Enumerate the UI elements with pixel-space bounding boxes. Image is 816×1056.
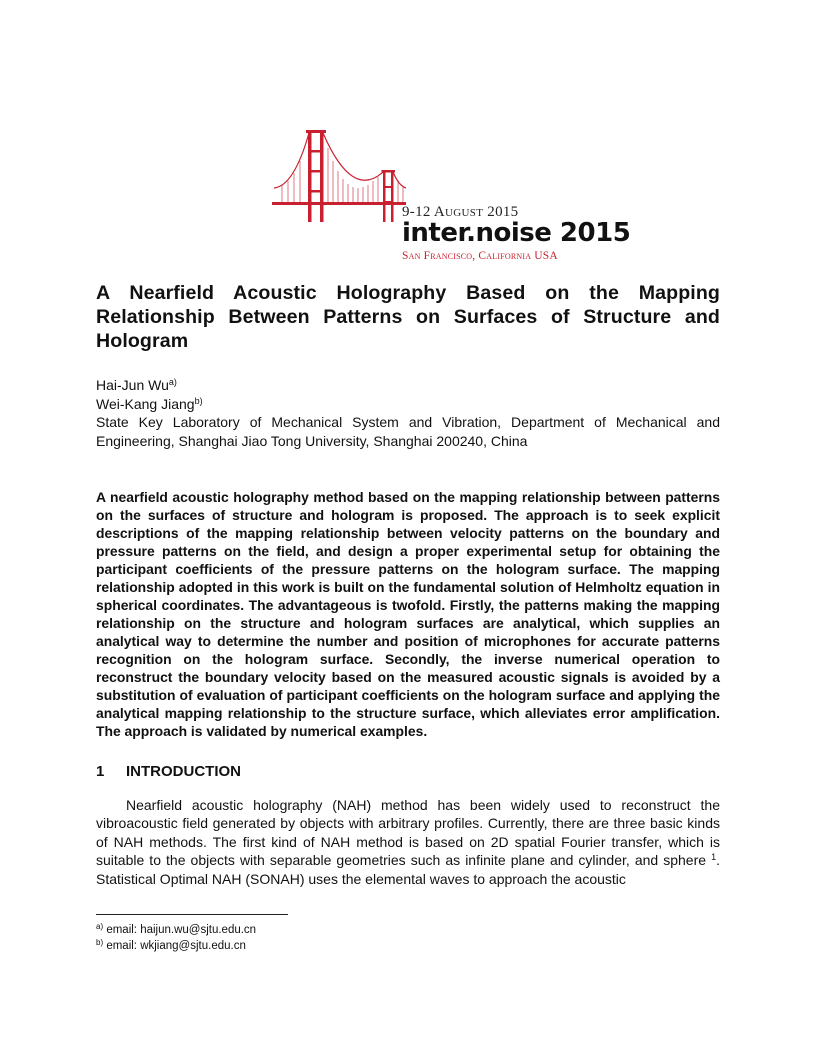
conference-date: 9-12 August 2015 bbox=[402, 204, 519, 220]
section-heading bbox=[96, 763, 241, 780]
footnote-mark: b) bbox=[96, 937, 104, 947]
intro-paragraph bbox=[96, 796, 720, 888]
abstract: A nearfield acoustic holography method based on the mapping relationship between patterns on the surfaces of structure and hologram is proposed. The approach is to seek explicit descriptions of the mapping relationship between velocity patterns on the boundary and pressure patterns on the field, and design a proper experimental setup for obtaining the participant coefficients of the pressure patterns on the hologram surface. The mapping relationship adopted in this work is built on the fundamental solution of Helmholtz equation in spherical coordinates. The advantageous is twofold. Firstly, the patterns making the mapping relationship on the structure and hologram surfaces are analytical, which supplies an analytical way to determine the number and position of microphones for accurate patterns recognition on the hologram surface. Secondly, the inverse numerical operation to reconstruct the boundary velocity based on the measured acoustic signals is avoided by a substitution of evaluation of participant coefficients on the hologram surface and applying the analytical mapping relationship to the structure surface, which alleviates error amplification. The approach is validated by numerical examples. bbox=[96, 489, 720, 739]
author-footnote-mark: a) bbox=[168, 377, 177, 387]
footnote-mark: a) bbox=[96, 922, 104, 931]
intro-text-continued: . Statistical Optimal NAH (SONAH) uses the elemental waves to approach the acoustic bbox=[96, 852, 721, 887]
citation-ref: 1 bbox=[711, 852, 717, 863]
intro-text: Nearfield acoustic holography (NAH) method has been widely used to reconstruct the vibroacoustic field generated by objects with arbitrary profiles. Currently, there are three basic kinds of NAH methods. The first kind of NAH method is based on 2D spatial Fourier transfer, which is suitable to the objects with separable geometries such as infinite plane and cylinder, and sphere bbox=[96, 797, 720, 869]
footnotes bbox=[96, 923, 256, 954]
paper-title: A Nearfield Acoustic Holography Based on the Mapping Relationship Between Patterns on Surfaces of Structure and Hologram bbox=[96, 282, 720, 352]
conference-name: inter.noise 2015 bbox=[402, 218, 631, 248]
author-line bbox=[96, 376, 720, 395]
footnote bbox=[96, 939, 256, 955]
author-footnote-mark: b) bbox=[194, 395, 203, 406]
author-block bbox=[96, 376, 720, 450]
conference-logo bbox=[272, 128, 631, 268]
author-name: Hai-Jun Wu bbox=[96, 377, 169, 393]
author-name: Wei-Kang Jiang bbox=[96, 395, 195, 412]
golden-gate-bridge-icon bbox=[272, 128, 406, 224]
footnote-email: email: haijun.wu@sjtu.edu.cn bbox=[106, 924, 257, 936]
conference-location: San Francisco, California USA bbox=[402, 250, 558, 262]
affiliation: State Key Laboratory of Mechanical System and Vibration, Department of Mechanical and Engineering, Shanghai Jiao Tong University, Shanghai 200240, China bbox=[96, 414, 720, 449]
footnote-email: email: wkjiang@sjtu.edu.cn bbox=[106, 939, 246, 952]
footnote bbox=[96, 923, 256, 939]
section-title: INTRODUCTION bbox=[126, 763, 241, 780]
section-number: 1 bbox=[96, 763, 105, 780]
author-line bbox=[96, 395, 720, 414]
footnote-divider bbox=[96, 914, 288, 915]
